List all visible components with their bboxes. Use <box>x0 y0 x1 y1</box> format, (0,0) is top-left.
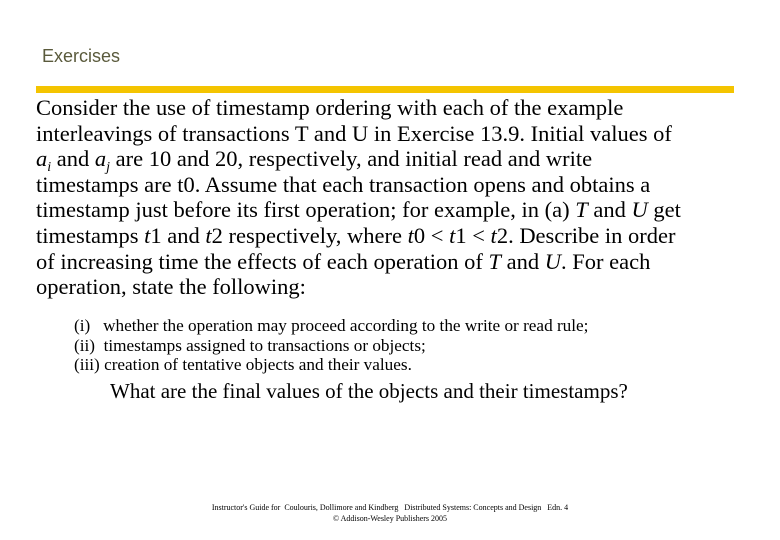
text-fragment: timestamps <box>36 222 145 248</box>
body-line-2: interleavings of transactions T and U in Exercise 13.9. Initial values of <box>36 120 672 146</box>
body-line-8: operation, state the following: <box>36 274 306 300</box>
body-line-7 <box>36 249 741 275</box>
transaction-u: U <box>631 197 648 223</box>
footer-copyright: © Addison-Wesley Publishers 2005 <box>332 514 448 523</box>
text-fragment: . For each <box>561 248 651 274</box>
text-fragment: timestamp just before its first operation; for example, in (a) <box>36 197 576 223</box>
transaction-t: T <box>575 197 588 223</box>
text-fragment: and <box>51 146 95 172</box>
text-fragment: and <box>501 248 545 274</box>
transaction-t: T <box>488 248 502 274</box>
text-fragment: 2. Describe in order <box>496 222 676 248</box>
text-fragment: 2 respectively, where <box>211 222 408 248</box>
text-fragment: 1 < <box>455 222 491 248</box>
sub-item-list <box>74 316 588 375</box>
text-fragment: are 10 and 20, respectively, and initial read and write <box>110 146 593 172</box>
body-line-5 <box>36 197 741 223</box>
var-a: a <box>36 146 48 172</box>
sub-item-i: (i) whether the operation may proceed according to the write or read rule; <box>74 316 589 335</box>
body-line-6 <box>36 223 741 249</box>
var-a: a <box>94 146 107 172</box>
sub-item-iii: (iii) creation of tentative objects and their values. <box>74 355 412 374</box>
var-t: t <box>490 222 497 248</box>
text-fragment: 0 < <box>413 222 450 248</box>
var-t: t <box>407 222 414 248</box>
footer <box>0 502 780 524</box>
text-fragment: of increasing time the effects of each operation of <box>36 248 489 274</box>
text-fragment: get <box>647 197 681 223</box>
sub-item-ii: (ii) timestamps assigned to transactions or objects; <box>74 335 426 355</box>
var-t: t <box>205 222 212 248</box>
var-t: t <box>449 222 456 248</box>
title-underline-bar <box>36 86 734 93</box>
body-line-4: timestamps are t0. Assume that each transaction opens and obtains a <box>36 171 651 197</box>
footer-citation: Instructor's Guide for Coulouris, Dollimore and Kindberg Distributed Systems: Concepts and Design Edn. 4 <box>211 503 569 512</box>
slide-title: Exercises <box>42 46 121 66</box>
subscript-i: i <box>47 160 52 176</box>
exercise-body <box>36 95 741 300</box>
text-fragment: 1 and <box>150 222 206 248</box>
subscript-j: j <box>106 160 110 176</box>
var-t: t <box>144 222 151 248</box>
body-line-3 <box>36 146 741 176</box>
transaction-u: U <box>544 248 562 274</box>
body-line-1: Consider the use of timestamp ordering with each of the example <box>36 95 624 120</box>
final-question: What are the final values of the objects and their timestamps? <box>110 379 628 403</box>
text-fragment: and <box>587 197 632 223</box>
